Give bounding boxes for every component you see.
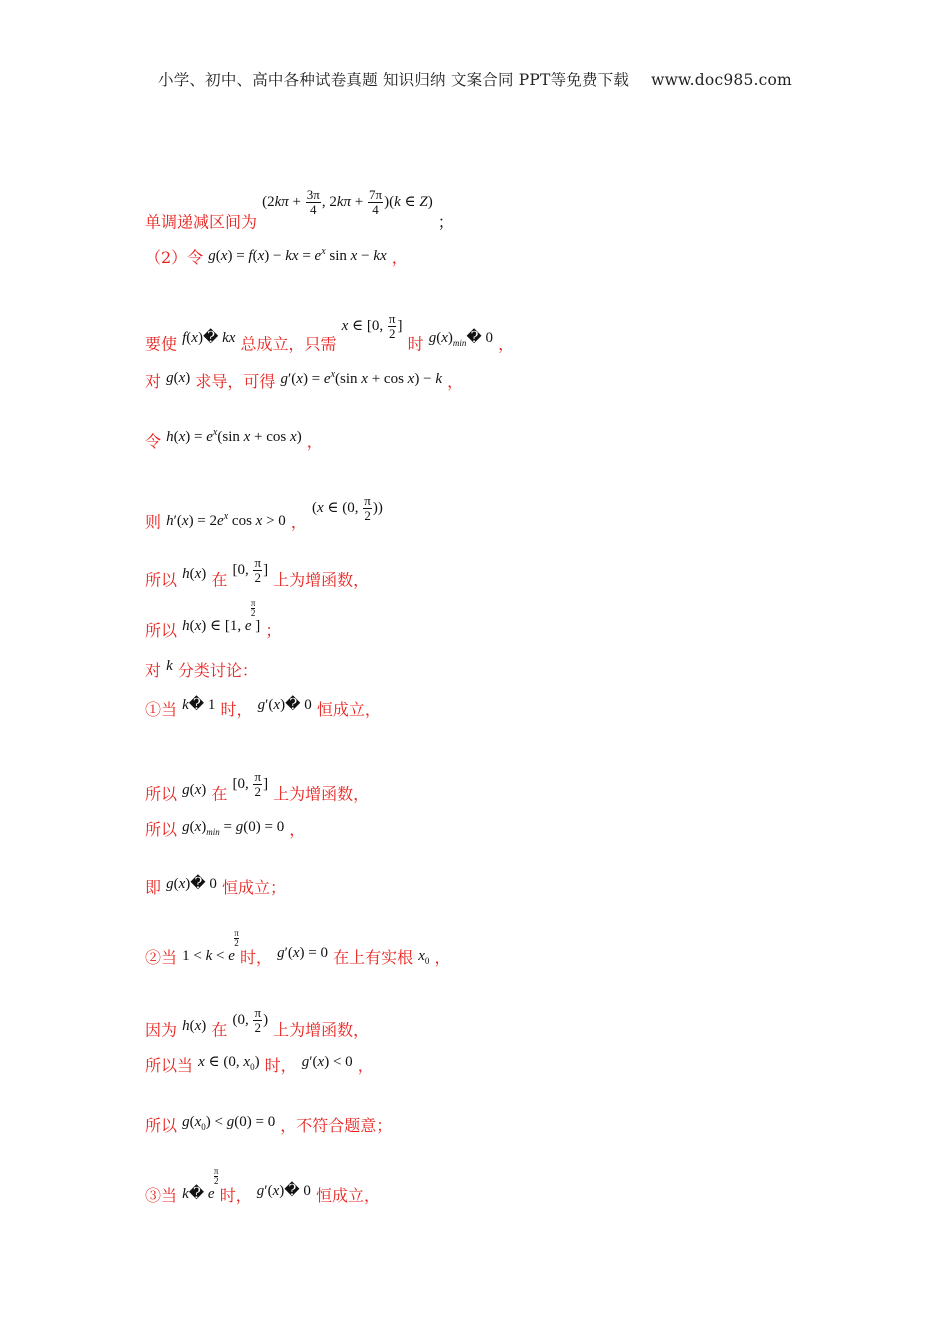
text-label: ①当: [145, 700, 178, 719]
text-label: 单调递减区间为: [145, 212, 258, 232]
line-h-range: [145, 598, 282, 640]
punct: ，: [434, 948, 451, 967]
math-g-prime-ge-0: g′(x)� 0: [257, 697, 312, 713]
text-mid: 时，: [219, 1186, 252, 1205]
punct: ；: [437, 212, 454, 232]
line-gmin-value: [145, 819, 306, 841]
math-g-definition: g(x) = f(x) − kx = $e^x$ sin x − kx: [208, 246, 387, 264]
line-h-increasing-open: [145, 1005, 370, 1046]
text-end: 恒成立，: [316, 700, 381, 719]
text-mid: 在: [211, 1020, 228, 1040]
line-define-g: [145, 246, 408, 267]
text-label: 因为: [145, 1020, 178, 1040]
text-mid: 时，: [239, 948, 272, 967]
line-condition: [145, 311, 515, 360]
text-label: 所以: [145, 570, 178, 590]
line-case-intro: [145, 658, 258, 680]
math-x-open-interval: (x ∈ (0, $\frac{\pi}{2}$ )): [312, 493, 383, 523]
math-closed-interval: [0, $\frac{\pi}{2}$ ]: [232, 769, 269, 799]
line-h-increasing: [145, 555, 370, 596]
page-header: [0, 68, 950, 90]
text-mid: 求导，可得: [195, 372, 276, 391]
line-decreasing-interval: [145, 187, 454, 238]
math-g-prime: $g'(x) = e^x(\sin$ x + cos x) − k: [280, 369, 442, 387]
text-label: 对: [145, 372, 162, 391]
math-x-in-0-x0: x ∈ (0, $x_0$): [198, 1054, 260, 1072]
text-mid2: 在上有实根: [333, 948, 414, 967]
text-label: 所以: [145, 820, 178, 839]
math-x0: $x_0$: [418, 948, 430, 966]
line-h-prime: [145, 493, 383, 538]
line-case-2: [145, 928, 451, 969]
text-label: 对: [145, 661, 162, 680]
line-derivative-g: [145, 369, 464, 391]
text-end: 上为增函数，: [273, 784, 370, 804]
line-g-prime-negative: [145, 1054, 374, 1077]
punct: ，: [498, 334, 515, 354]
math-g-prime-lt-0: g′(x) < 0: [301, 1054, 353, 1070]
text-mid: 时，: [220, 700, 253, 719]
math-gmin-eq: $g(x)_{min} = g(0) = 0$: [182, 819, 285, 837]
math-interval: (2kπ + $\frac{3\pi}{4}$ , 2kπ + $\frac{7\pi}{4}$ )(k ∈ Z): [262, 187, 433, 217]
math-g: g(x): [182, 781, 207, 798]
math-x-in-interval: x ∈ [0, $\frac{\pi}{2}$ ]: [341, 311, 403, 341]
punct: ；: [265, 621, 282, 640]
text-label: ②当: [145, 948, 178, 967]
text-end: 上为增函数，: [273, 570, 370, 590]
punct: ，: [447, 372, 464, 391]
math-k-le-1: k� 1: [182, 697, 216, 713]
text-end: 上为增函数，: [273, 1020, 370, 1040]
math-g-x0: $g(x_0) < g(0) = 0$: [182, 1114, 276, 1132]
text-label: 令: [145, 432, 162, 451]
math-closed-interval: [0, $\frac{\pi}{2}$ ]: [232, 555, 269, 585]
text-end: 恒成立；: [222, 878, 287, 897]
text-mid2: 时: [407, 334, 424, 354]
text-end: 恒成立，: [315, 1186, 380, 1205]
math-k-ge-e: k� e π 2: [182, 1166, 219, 1202]
math-g-prime-eq-0: g′(x) = 0: [277, 945, 329, 961]
line-case-3: [145, 1166, 380, 1205]
punct: ，: [306, 432, 323, 451]
text-label: 要使: [145, 334, 178, 354]
punct: ，: [391, 248, 408, 267]
math-h: h(x): [182, 1017, 207, 1034]
text-mid: 在: [211, 784, 228, 804]
text-end: ，不符合题意；: [280, 1116, 393, 1135]
math-open-interval: (0, $\frac{\pi}{2}$ ): [232, 1005, 269, 1035]
text-mid: 在: [211, 570, 228, 590]
text-mid: 总成立，只需: [240, 334, 337, 354]
punct: ，: [290, 512, 307, 532]
math-k: k: [166, 658, 173, 674]
line-define-h: [145, 427, 323, 451]
math-gmin: $g(x)_{min}�$ 0: [428, 329, 493, 348]
text-label: 所以当: [145, 1056, 194, 1075]
text-label: 所以: [145, 621, 178, 640]
math-g-prime-le-0: g′(x)� 0: [256, 1183, 311, 1199]
math-h: h(x): [182, 565, 207, 582]
math-k-range: 1 < k < e π 2: [182, 928, 239, 964]
math-h-range: h(x) ∈ [1, e π 2 ]: [182, 598, 261, 634]
punct: ，: [289, 820, 306, 839]
text-end: 分类讨论：: [177, 661, 258, 680]
text-label: 则: [145, 512, 162, 532]
math-h-definition: $h(x) = e^x(\sin$ x + cos x): [166, 427, 302, 445]
text-label: （2）令: [145, 248, 204, 267]
text-label: 所以: [145, 1116, 178, 1135]
math-h-prime: $h'(x) = 2e^x$ cos x > 0: [166, 510, 286, 529]
line-g-increasing: [145, 769, 370, 810]
header-url: www.doc985.com: [651, 71, 792, 89]
math-g-ge-0: g(x)� 0: [166, 876, 217, 892]
line-g-ge-0: [145, 876, 287, 897]
text-mid: 时，: [264, 1056, 297, 1075]
math-g: g(x): [166, 370, 191, 386]
punct: ，: [357, 1056, 374, 1075]
text-label: 所以: [145, 784, 178, 804]
math-f-ge-kx: f(x)� kx: [182, 329, 236, 346]
line-contradiction: [145, 1114, 393, 1137]
line-case-1: [145, 697, 381, 719]
text-label: ③当: [145, 1186, 178, 1205]
text-label: 即: [145, 878, 162, 897]
header-text: 小学、初中、高中各种试卷真题 知识归纳 文案合同 PPT等免费下载: [158, 71, 630, 89]
